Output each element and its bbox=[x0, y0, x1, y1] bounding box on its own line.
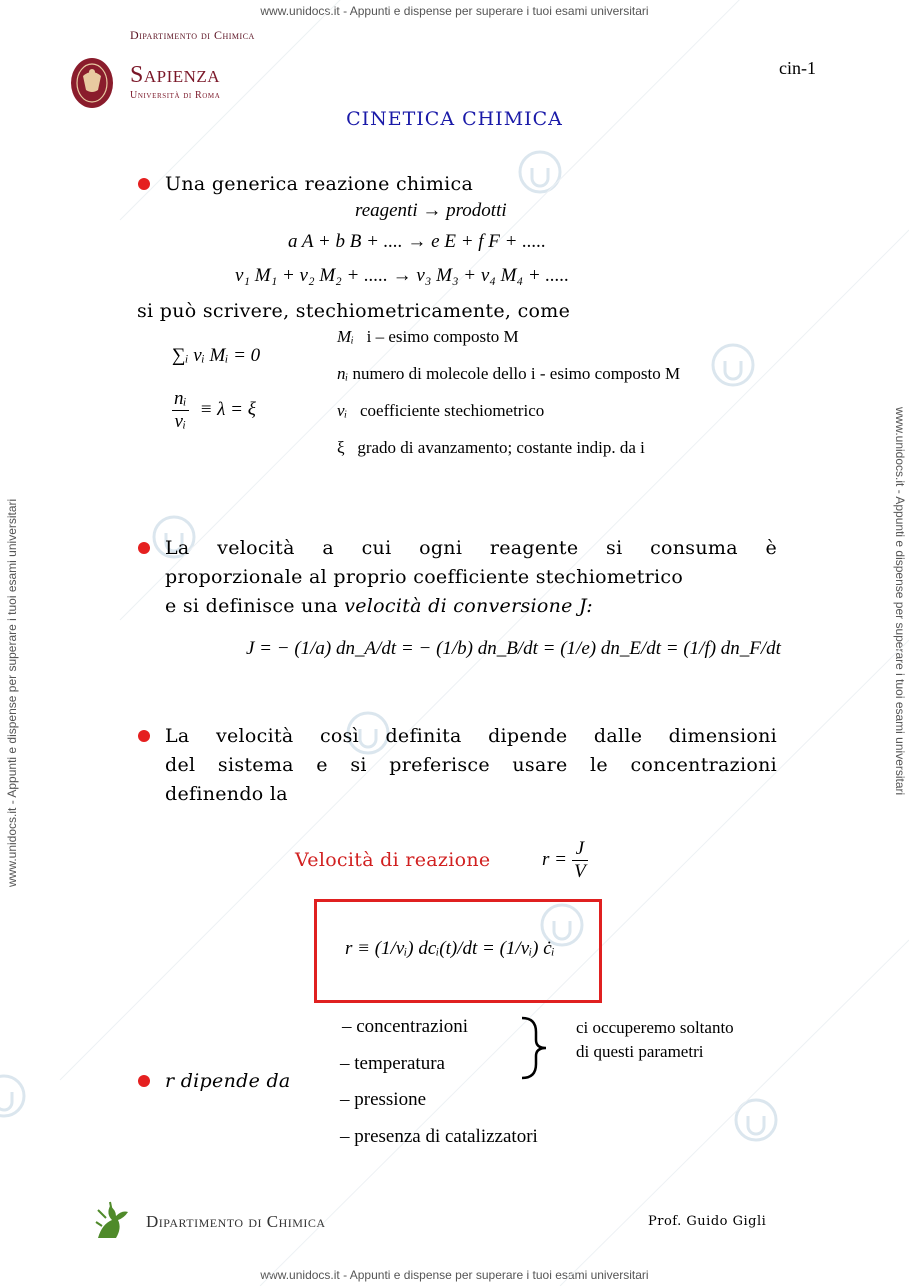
legend-symbol: Mᵢ bbox=[337, 327, 354, 346]
factor-item: – temperatura bbox=[340, 1053, 445, 1074]
rate-denominator: V bbox=[574, 861, 586, 882]
factor-item: – pressione bbox=[340, 1089, 427, 1110]
legend-symbol: nᵢ bbox=[337, 364, 349, 383]
legend-text: numero di molecole dello i - esimo composto M bbox=[352, 364, 681, 383]
depends-lead: r dipende da bbox=[165, 1070, 291, 1092]
stoich-sentence: si può scrivere, stechiometricamente, come bbox=[137, 300, 571, 322]
note-line1: ci occuperemo soltanto bbox=[576, 1018, 734, 1037]
watermark-bottom: www.unidocs.it - Appunti e dispense per superare i tuoi esami universitari bbox=[260, 1268, 649, 1282]
boxed-equation bbox=[314, 899, 602, 1003]
rate-label: Velocità di reazione bbox=[295, 849, 491, 871]
factor-item: – concentrazioni bbox=[342, 1016, 469, 1037]
legend-item bbox=[337, 327, 680, 364]
bullet-icon bbox=[138, 1075, 150, 1087]
university-subtitle: Università di Roma bbox=[130, 90, 221, 101]
factor-item: – presenza di catalizzatori bbox=[340, 1126, 538, 1147]
note-line2: di questi parametri bbox=[576, 1042, 704, 1061]
ratio-rest: ≡ λ = ξ bbox=[199, 399, 256, 420]
ratio-numerator: nᵢ bbox=[174, 388, 187, 409]
legend-text: grado di avanzamento; costante indip. da i bbox=[357, 438, 645, 457]
section2-line2: proporzionale al proprio coefficiente stechiometrico bbox=[165, 566, 684, 588]
ratio-equation bbox=[172, 388, 256, 433]
page-title: CINETICA CHIMICA bbox=[346, 108, 563, 130]
section1-intro: Una generica reazione chimica bbox=[165, 173, 474, 195]
rate-equation bbox=[542, 838, 588, 883]
header-dept: Dipartimento di Chimica bbox=[130, 28, 255, 42]
section2-line3-italic: velocità di conversione J: bbox=[344, 595, 593, 617]
unidocs-logo-icon bbox=[0, 1076, 24, 1116]
unidocs-logo-icon bbox=[713, 345, 753, 385]
footer-author: Prof. Guido Gigli bbox=[648, 1214, 767, 1229]
watermark-side-right: www.unidocs.it - Appunti e dispense per superare i tuoi esami universitari bbox=[893, 407, 907, 796]
sum-equation: ∑ᵢ νᵢ Mᵢ = 0 bbox=[172, 345, 261, 366]
rate-fraction bbox=[572, 838, 588, 883]
rate-lhs: r = bbox=[542, 849, 567, 870]
legend-item bbox=[337, 364, 680, 401]
section2-line1: La velocità a cui ogni reagente si consuma è bbox=[165, 537, 777, 559]
section3-line1: La velocità così definita dipende dalle dimensioni bbox=[165, 725, 777, 747]
rate-numerator: J bbox=[572, 838, 588, 861]
ratio-fraction bbox=[172, 388, 189, 433]
watermark-top: www.unidocs.it - Appunti e dispense per superare i tuoi esami universitari bbox=[260, 4, 649, 18]
bullet-icon bbox=[138, 730, 150, 742]
legend-item bbox=[337, 438, 680, 475]
bullet-icon bbox=[138, 542, 150, 554]
section2-line3 bbox=[165, 592, 593, 621]
university-name: Sapienza bbox=[130, 62, 221, 88]
boxed-equation-text: r ≡ (1/νᵢ) dcᵢ(t)/dt = (1/νᵢ) ċᵢ bbox=[345, 938, 555, 959]
footer-dept: Dipartimento di Chimica bbox=[146, 1212, 326, 1231]
legend-symbol: νᵢ bbox=[337, 401, 348, 420]
watermark-side-left: www.unidocs.it - Appunti e dispense per superare i tuoi esami universitari bbox=[5, 498, 19, 887]
legend-symbol: ξ bbox=[337, 438, 345, 457]
conversion-rate-equation: J = − (1/a) dn_A/dt = − (1/b) dn_B/dt = (1/e) dn_E/dt = (1/f) dn_F/dt bbox=[246, 638, 781, 659]
bullet-icon bbox=[138, 178, 150, 190]
equation-general: a A + b B + .... → e E + f F + ..... bbox=[288, 231, 546, 252]
section3-line2: del sistema e si preferisce usare le concentrazioni bbox=[165, 754, 777, 776]
legend-text: i – esimo composto M bbox=[366, 327, 519, 346]
section3-line3: definendo la bbox=[165, 783, 288, 805]
equation-nu-m: ν₁ M₁ + ν₂ M₂ + ..... → ν₃ M₃ + ν₄ M₄ + ..... bbox=[235, 265, 570, 286]
equation-reagents-products: reagenti → prodotti bbox=[355, 200, 507, 221]
section2-line3-prefix: e si definisce una bbox=[165, 595, 345, 617]
curly-brace-icon bbox=[518, 1016, 552, 1080]
page-code: cin-1 bbox=[779, 58, 816, 78]
legend-item bbox=[337, 401, 680, 438]
griffin-logo-icon bbox=[92, 1198, 130, 1242]
legend-text: coefficiente stechiometrico bbox=[360, 401, 545, 420]
ratio-denominator: νᵢ bbox=[174, 411, 186, 432]
legend-list bbox=[337, 327, 680, 475]
sapienza-seal-icon bbox=[69, 56, 115, 110]
